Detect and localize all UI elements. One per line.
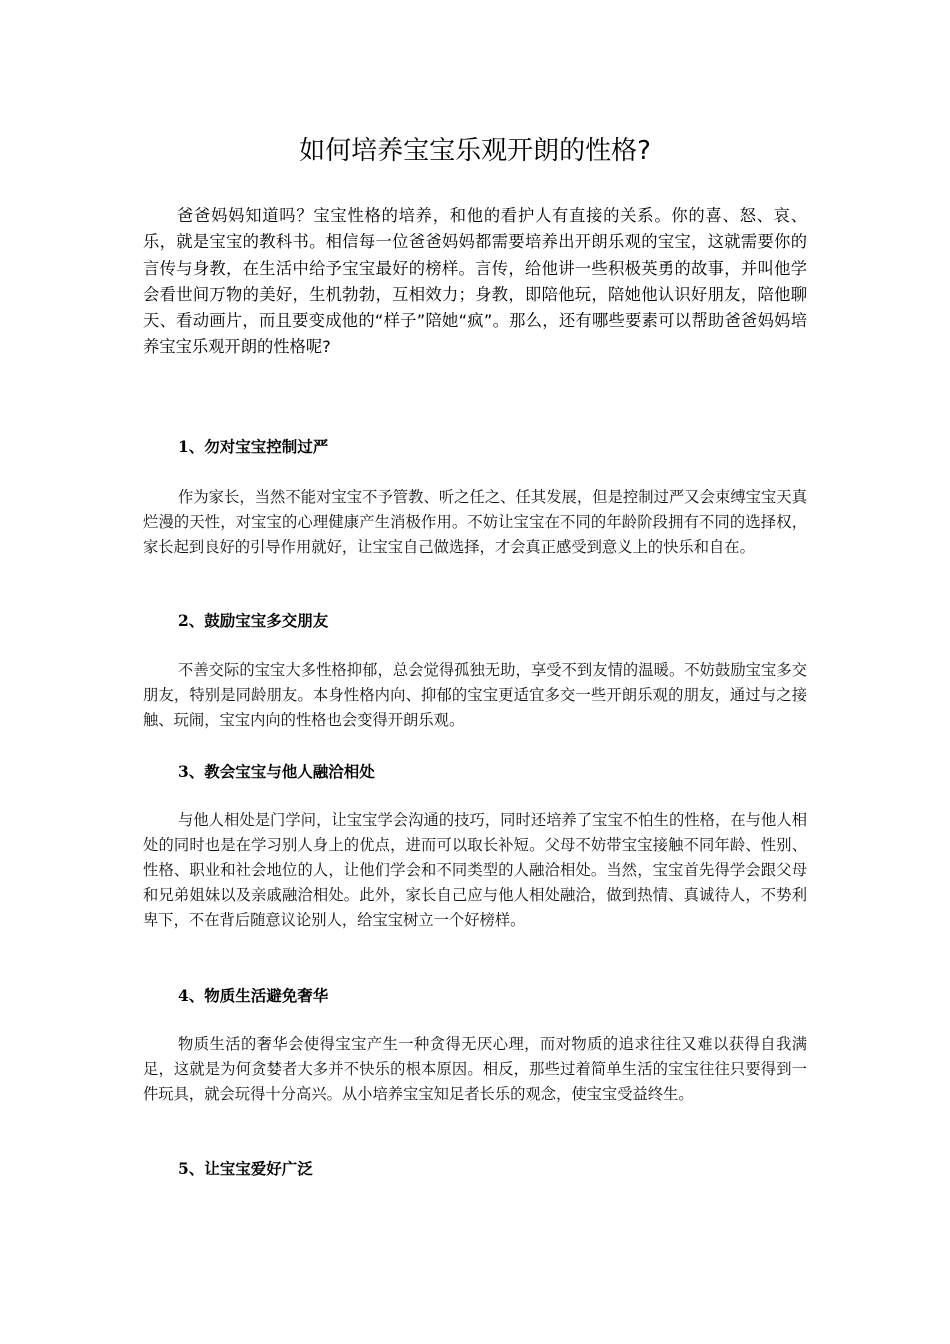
section-body-3: 与他人相处是门学问，让宝宝学会沟通的技巧，同时还培养了宝宝不怕生的性格，在与他人相处的同时也是在学习别人身上的优点，进而可以取长补短。父母不妨带宝宝接触不同年龄、性别、性格、职业和社会地位的人，让他们学会和不同类型的人融洽相处。当然，宝宝首先得学会跟父母和兄弟姐妹以及亲戚融洽相处。此外，家长自己应与他人相处融洽，做到热情、真诚待人，不势利卑下，不在背后随意议论别人，给宝宝树立一个好榜样。 [143, 811, 807, 929]
section-heading-3: 3、教会宝宝与他人融洽相处 [178, 762, 375, 781]
section-heading-5: 5、让宝宝爱好广泛 [178, 1159, 313, 1178]
section-body-1: 作为家长，当然不能对宝宝不予管教、听之任之、任其发展，但是控制过严又会束缚宝宝天真烂漫的天性，对宝宝的心理健康产生消极作用。不妨让宝宝在不同的年龄阶段拥有不同的选择权，家长起到良好的引导作用就好，让宝宝自己做选择，才会真正感受到意义上的快乐和自在。 [143, 488, 807, 556]
section-heading-1: 1、勿对宝宝控制过严 [178, 437, 329, 456]
document-title: 如何培养宝宝乐观开朗的性格? [299, 136, 651, 166]
intro-paragraph: 爸爸妈妈知道吗？宝宝性格的培养，和他的看护人有直接的关系。你的喜、怒、哀、乐，就是宝宝的教科书。相信每一位爸爸妈妈都需要培养出开朗乐观的宝宝，这就需要你的言传与身教，在生活中给予宝宝最好的榜样。言传，给他讲一些积极英勇的故事，并叫他学会看世间万物的美好，生机勃勃，互相效力；身教，即陪他玩，陪她他认识好朋友，陪他聊天、看动画片，而且要变成他的“样子”陪她“疯”。那么，还有哪些要素可以帮助爸爸妈妈培养宝宝乐观开朗的性格呢? [143, 206, 807, 357]
section-heading-2: 2、鼓励宝宝多交朋友 [178, 611, 329, 630]
section-body-4: 物质生活的奢华会使得宝宝产生一种贪得无厌心理，而对物质的追求往往又难以获得自我满足，这就是为何贪婪者大多并不快乐的根本原因。相反，那些过着简单生活的宝宝往往只要得到一件玩具，就会玩得十分高兴。从小培养宝宝知足者长乐的观念，使宝宝受益终生。 [143, 1035, 807, 1103]
section-body-2: 不善交际的宝宝大多性格抑郁，总会觉得孤独无助，享受不到友情的温暖。不妨鼓励宝宝多交朋友，特别是同龄朋友。本身性格内向、抑郁的宝宝更适宜多交一些开朗乐观的朋友，通过与之接触、玩闹，宝宝内向的性格也会变得开朗乐观。 [143, 661, 807, 729]
section-heading-4: 4、物质生活避免奢华 [178, 986, 329, 1005]
